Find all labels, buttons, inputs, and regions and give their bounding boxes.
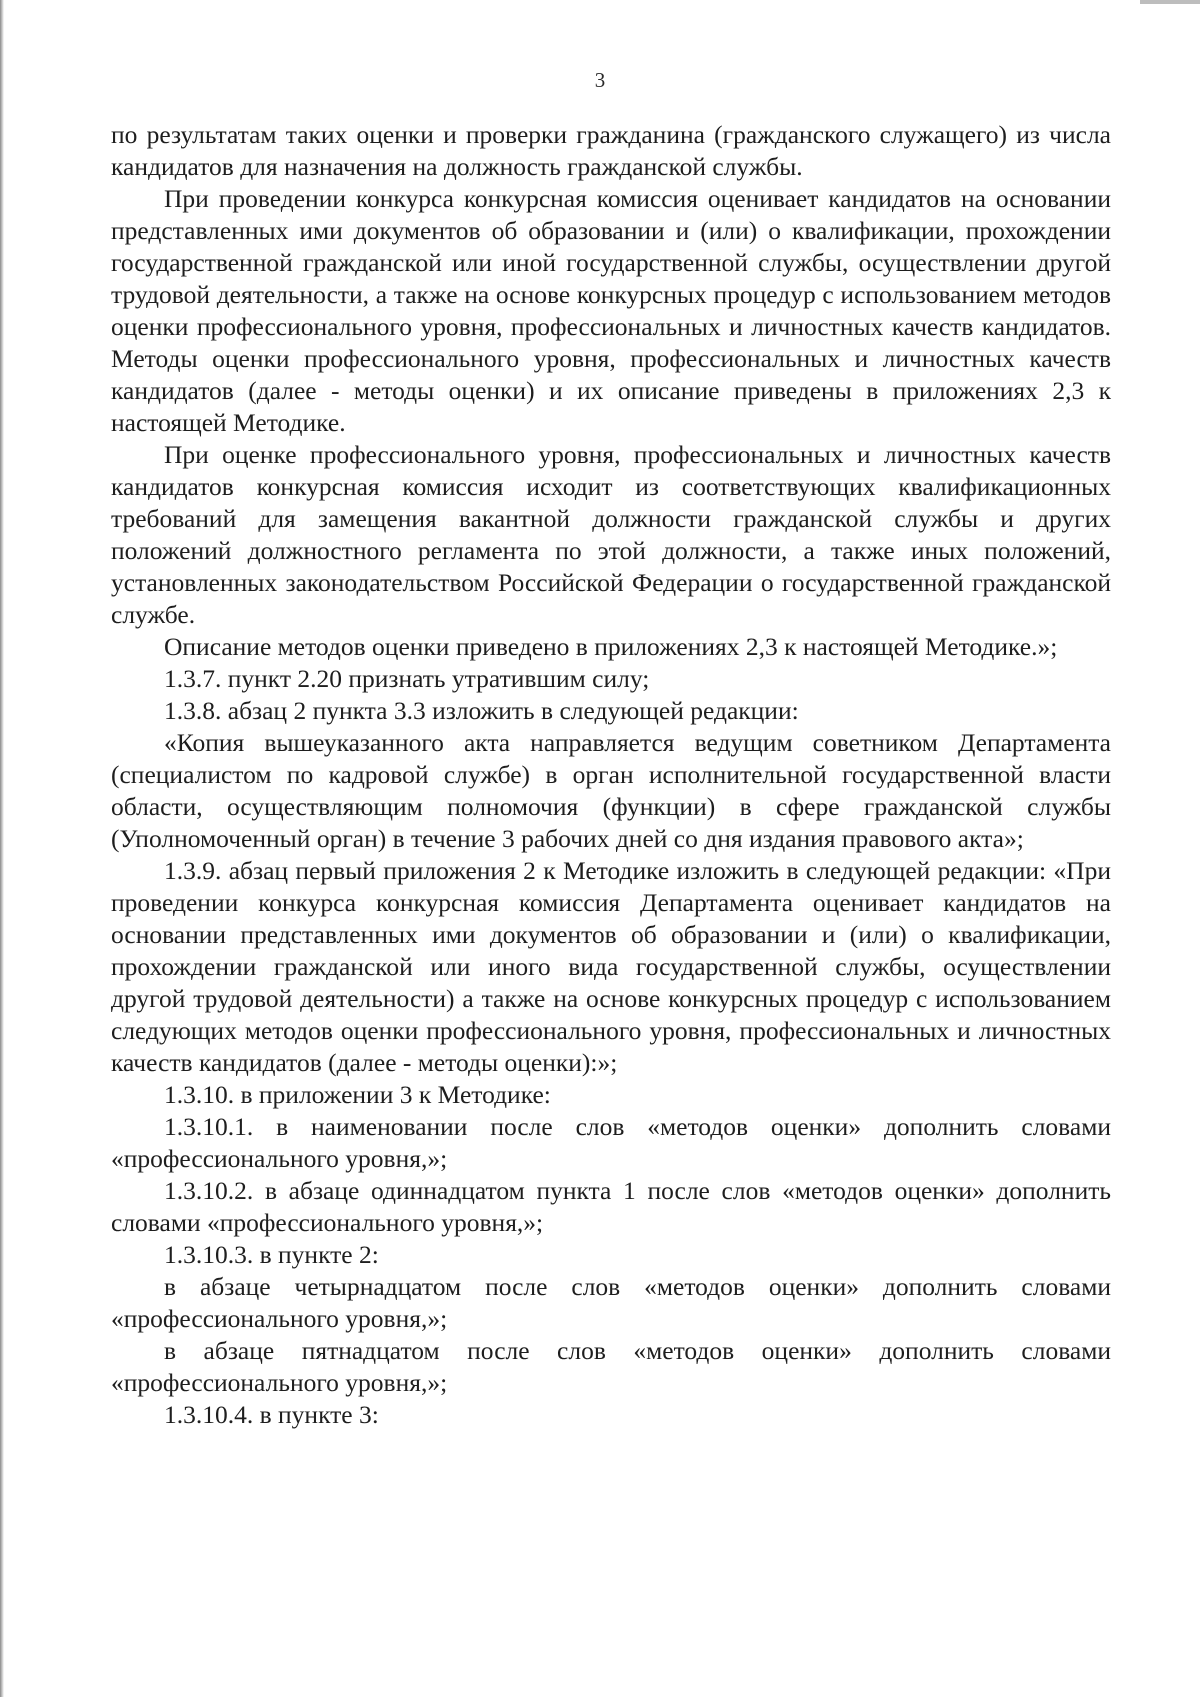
- paragraph: 1.3.10.2. в абзаце одиннадцатом пункта 1 после слов «методов оценки» дополнить словами «профессионального уровня,»;: [111, 1176, 1111, 1237]
- paragraph: При оценке профессионального уровня, профессиональных и личностных качеств кандидатов конкурсная комиссия исходит из соответствующих квалификационных требований для замещения вакантной должности гражданской службы и других положений должностного регламента по этой должности, а также иных положений, установленных законодательством Российской Федерации о государственной гражданской службе.: [111, 440, 1111, 629]
- scan-edge-shadow: [0, 0, 4, 1697]
- paragraph: 1.3.8. абзац 2 пункта 3.3 изложить в следующей редакции:: [164, 696, 799, 725]
- page-number: 3: [594, 68, 606, 92]
- paragraph: 1.3.10. в приложении 3 к Методике:: [164, 1080, 551, 1109]
- paragraph: 1.3.10.4. в пункте 3:: [164, 1400, 379, 1429]
- paragraph: 1.3.9. абзац первый приложения 2 к Методике изложить в следующей редакции: «При проведении конкурса конкурсная комиссия Департамента оценивает кандидатов на основании представленных ими документов об образовании и (или) о квалификации, прохождении гражданской или иного вида государственной службы, осуществлении другой трудовой деятельности) а также на основе конкурсных процедур с использованием следующих методов оценки профессионального уровня, профессиональных и личностных качеств кандидатов (далее - методы оценки):»;: [111, 856, 1111, 1077]
- document-body: [111, 119, 1111, 1431]
- paragraph: по результатам таких оценки и проверки гражданина (гражданского служащего) из числа кандидатов для назначения на должность гражданской службы.: [111, 120, 1111, 181]
- paragraph: в абзаце пятнадцатом после слов «методов оценки» дополнить словами «профессионального уровня,»;: [111, 1336, 1111, 1397]
- paragraph: При проведении конкурса конкурсная комиссия оценивает кандидатов на основании представленных ими документов об образовании и (или) о квалификации, прохождении государственной гражданской или иной государственной службы, осуществлении другой трудовой деятельности, а также на основе конкурсных процедур с использованием методов оценки профессионального уровня, профессиональных и личностных качеств кандидатов. Методы оценки профессионального уровня, профессиональных и личностных качеств кандидатов (далее - методы оценки) и их описание приведены в приложениях 2,3 к настоящей Методике.: [111, 184, 1111, 437]
- paragraph: в абзаце четырнадцатом после слов «методов оценки» дополнить словами «профессионального уровня,»;: [111, 1272, 1111, 1333]
- paragraph: 1.3.10.1. в наименовании после слов «методов оценки» дополнить словами «профессионального уровня,»;: [111, 1112, 1111, 1173]
- paragraph: 1.3.7. пункт 2.20 признать утратившим силу;: [164, 664, 650, 693]
- paragraph: «Копия вышеуказанного акта направляется ведущим советником Департамента (специалистом по кадровой службе) в орган исполнительной государственной власти области, осуществляющим полномочия (функции) в сфере гражданской службы (Уполномоченный орган) в течение 3 рабочих дней со дня издания правового акта»;: [111, 728, 1111, 853]
- scan-corner-mark: [1140, 0, 1200, 4]
- paragraph: 1.3.10.3. в пункте 2:: [164, 1240, 379, 1269]
- paragraph: Описание методов оценки приведено в приложениях 2,3 к настоящей Методике.»;: [164, 632, 1058, 661]
